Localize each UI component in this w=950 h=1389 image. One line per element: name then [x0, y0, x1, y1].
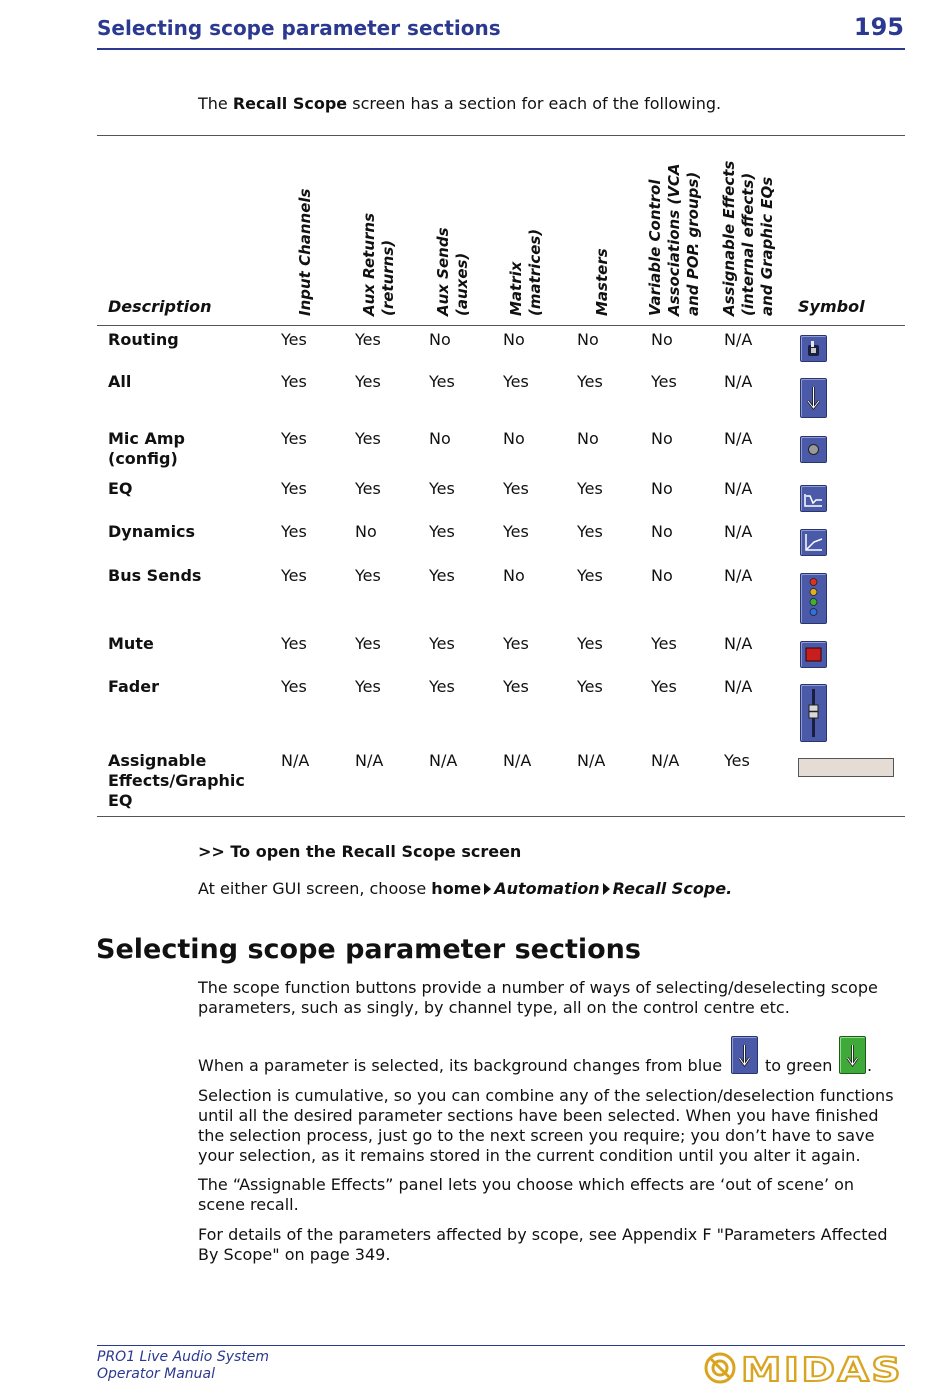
table-cell: Yes — [651, 372, 677, 391]
table-cell: No — [503, 566, 525, 585]
table-cell: Yes — [355, 429, 381, 448]
table-cell: N/A — [355, 751, 384, 770]
paragraph-continued: to green — [765, 1056, 833, 1075]
table-cell: Yes — [577, 634, 603, 653]
procedure-text: At either GUI screen, choose home Automation Recall Scope. — [198, 879, 733, 898]
table-cell: Yes — [503, 634, 529, 653]
table-cell: N/A — [281, 751, 310, 770]
green-button-icon — [839, 1036, 866, 1074]
table-cell: Yes — [429, 566, 455, 585]
table-cell: Yes — [651, 634, 677, 653]
table-header-rule — [97, 325, 905, 326]
table-cell: Yes — [281, 522, 307, 541]
table-cell: N/A — [724, 479, 753, 498]
table-cell: Yes — [429, 522, 455, 541]
table-cell: N/A — [724, 677, 753, 696]
mute-icon — [800, 641, 827, 668]
table-header-description: Description — [108, 297, 212, 316]
table-cell: Yes — [577, 566, 603, 585]
table-cell: Yes — [355, 479, 381, 498]
dynamics-icon — [800, 529, 827, 556]
table-cell: Yes — [281, 566, 307, 585]
table-cell: No — [355, 522, 377, 541]
effects-panel-icon — [798, 758, 894, 777]
row-label: Bus Sends — [108, 566, 202, 585]
menu-arrow-icon — [603, 883, 610, 895]
table-cell: N/A — [724, 429, 753, 448]
table-cell: Yes — [281, 330, 307, 349]
table-cell: Yes — [355, 634, 381, 653]
table-cell: No — [503, 330, 525, 349]
section-heading: Selecting scope parameter sections — [96, 934, 641, 965]
table-cell: Yes — [281, 429, 307, 448]
table-cell: Yes — [724, 751, 750, 770]
table-cell: No — [651, 330, 673, 349]
paragraph: The “Assignable Effects” panel lets you choose which effects are ‘out of scene’ on scene recall. — [198, 1175, 855, 1214]
table-cell: Yes — [577, 372, 603, 391]
table-header-symbol: Symbol — [798, 297, 865, 316]
paragraph: The scope function buttons provide a number of ways of selecting/deselecting scope parameters, such as singly, by channel type, all on the control centre etc. — [198, 978, 878, 1017]
table-cell: Yes — [577, 677, 603, 696]
routing-icon — [800, 335, 827, 362]
row-label: Fader — [108, 677, 159, 696]
paragraph-end: . — [867, 1056, 873, 1075]
row-label: EQ — [108, 479, 133, 498]
table-cell: N/A — [724, 634, 753, 653]
table-cell: Yes — [503, 372, 529, 391]
table-cell: No — [429, 330, 451, 349]
table-cell: No — [651, 429, 673, 448]
footer-text: PRO1 Live Audio System Operator Manual — [97, 1349, 270, 1382]
table-cell: No — [651, 522, 673, 541]
blue-button-icon — [731, 1036, 758, 1074]
fader-icon — [800, 684, 827, 742]
table-cell: Yes — [503, 677, 529, 696]
table-cell: Yes — [281, 634, 307, 653]
svg-text:MIDAS: MIDAS — [741, 1351, 903, 1385]
header-rule — [97, 48, 905, 50]
bus-sends-icon — [800, 573, 827, 624]
row-label: Dynamics — [108, 522, 196, 541]
paragraph: When a parameter is selected, its background changes from blue — [198, 1056, 723, 1075]
table-cell: N/A — [577, 751, 606, 770]
table-cell: N/A — [724, 330, 753, 349]
table-cell: Yes — [355, 566, 381, 585]
table-cell: No — [577, 429, 599, 448]
paragraph: Selection is cumulative, so you can combine any of the selection/deselection functions until all the desired parameter sections have been selected. When you have finished the selection process, just go to the next screen you require; you don’t have to save your selection, as it remains stored in the current condition until you alter it again. — [198, 1086, 894, 1165]
table-cell: N/A — [429, 751, 458, 770]
menu-arrow-icon — [484, 883, 491, 895]
footer-rule — [97, 1345, 905, 1346]
table-cell: N/A — [724, 372, 753, 391]
table-cell: Yes — [429, 677, 455, 696]
table-cell: N/A — [724, 522, 753, 541]
table-cell: No — [429, 429, 451, 448]
page-header-title: Selecting scope parameter sections — [97, 16, 501, 40]
row-label: Mic Amp (config) — [108, 429, 185, 468]
paragraph: For details of the parameters affected by scope, see Appendix F "Parameters Affected By Scope" on page 349. — [198, 1225, 888, 1264]
table-cell: Yes — [281, 372, 307, 391]
page-number: 195 — [853, 13, 904, 41]
table-cell: Yes — [429, 479, 455, 498]
table-cell: Yes — [355, 372, 381, 391]
procedure-heading: >> To open the Recall Scope screen — [198, 842, 522, 861]
row-label: Assignable Effects/Graphic EQ — [108, 751, 245, 810]
row-label: Mute — [108, 634, 154, 653]
eq-icon — [800, 485, 827, 512]
table-cell: Yes — [429, 372, 455, 391]
table-cell: N/A — [503, 751, 532, 770]
table-cell: N/A — [724, 566, 753, 585]
row-label: All — [108, 372, 132, 391]
table-bottom-rule — [97, 816, 905, 817]
table-cell: Yes — [577, 479, 603, 498]
table-cell: N/A — [651, 751, 680, 770]
table-cell: Yes — [355, 677, 381, 696]
table-cell: Yes — [429, 634, 455, 653]
table-top-rule — [97, 135, 905, 136]
table-cell: No — [577, 330, 599, 349]
table-cell: Yes — [355, 330, 381, 349]
row-label: Routing — [108, 330, 179, 349]
table-cell: Yes — [503, 479, 529, 498]
down-arrow-icon — [800, 378, 827, 418]
table-cell: Yes — [281, 479, 307, 498]
midas-logo — [703, 1351, 905, 1385]
table-cell: No — [651, 479, 673, 498]
intro-text: The Recall Scope screen has a section for each of the following. — [198, 94, 722, 113]
mic-amp-icon — [800, 436, 827, 463]
table-cell: No — [651, 566, 673, 585]
table-cell: Yes — [577, 522, 603, 541]
table-cell: Yes — [281, 677, 307, 696]
table-cell: Yes — [651, 677, 677, 696]
table-cell: Yes — [503, 522, 529, 541]
table-cell: No — [503, 429, 525, 448]
